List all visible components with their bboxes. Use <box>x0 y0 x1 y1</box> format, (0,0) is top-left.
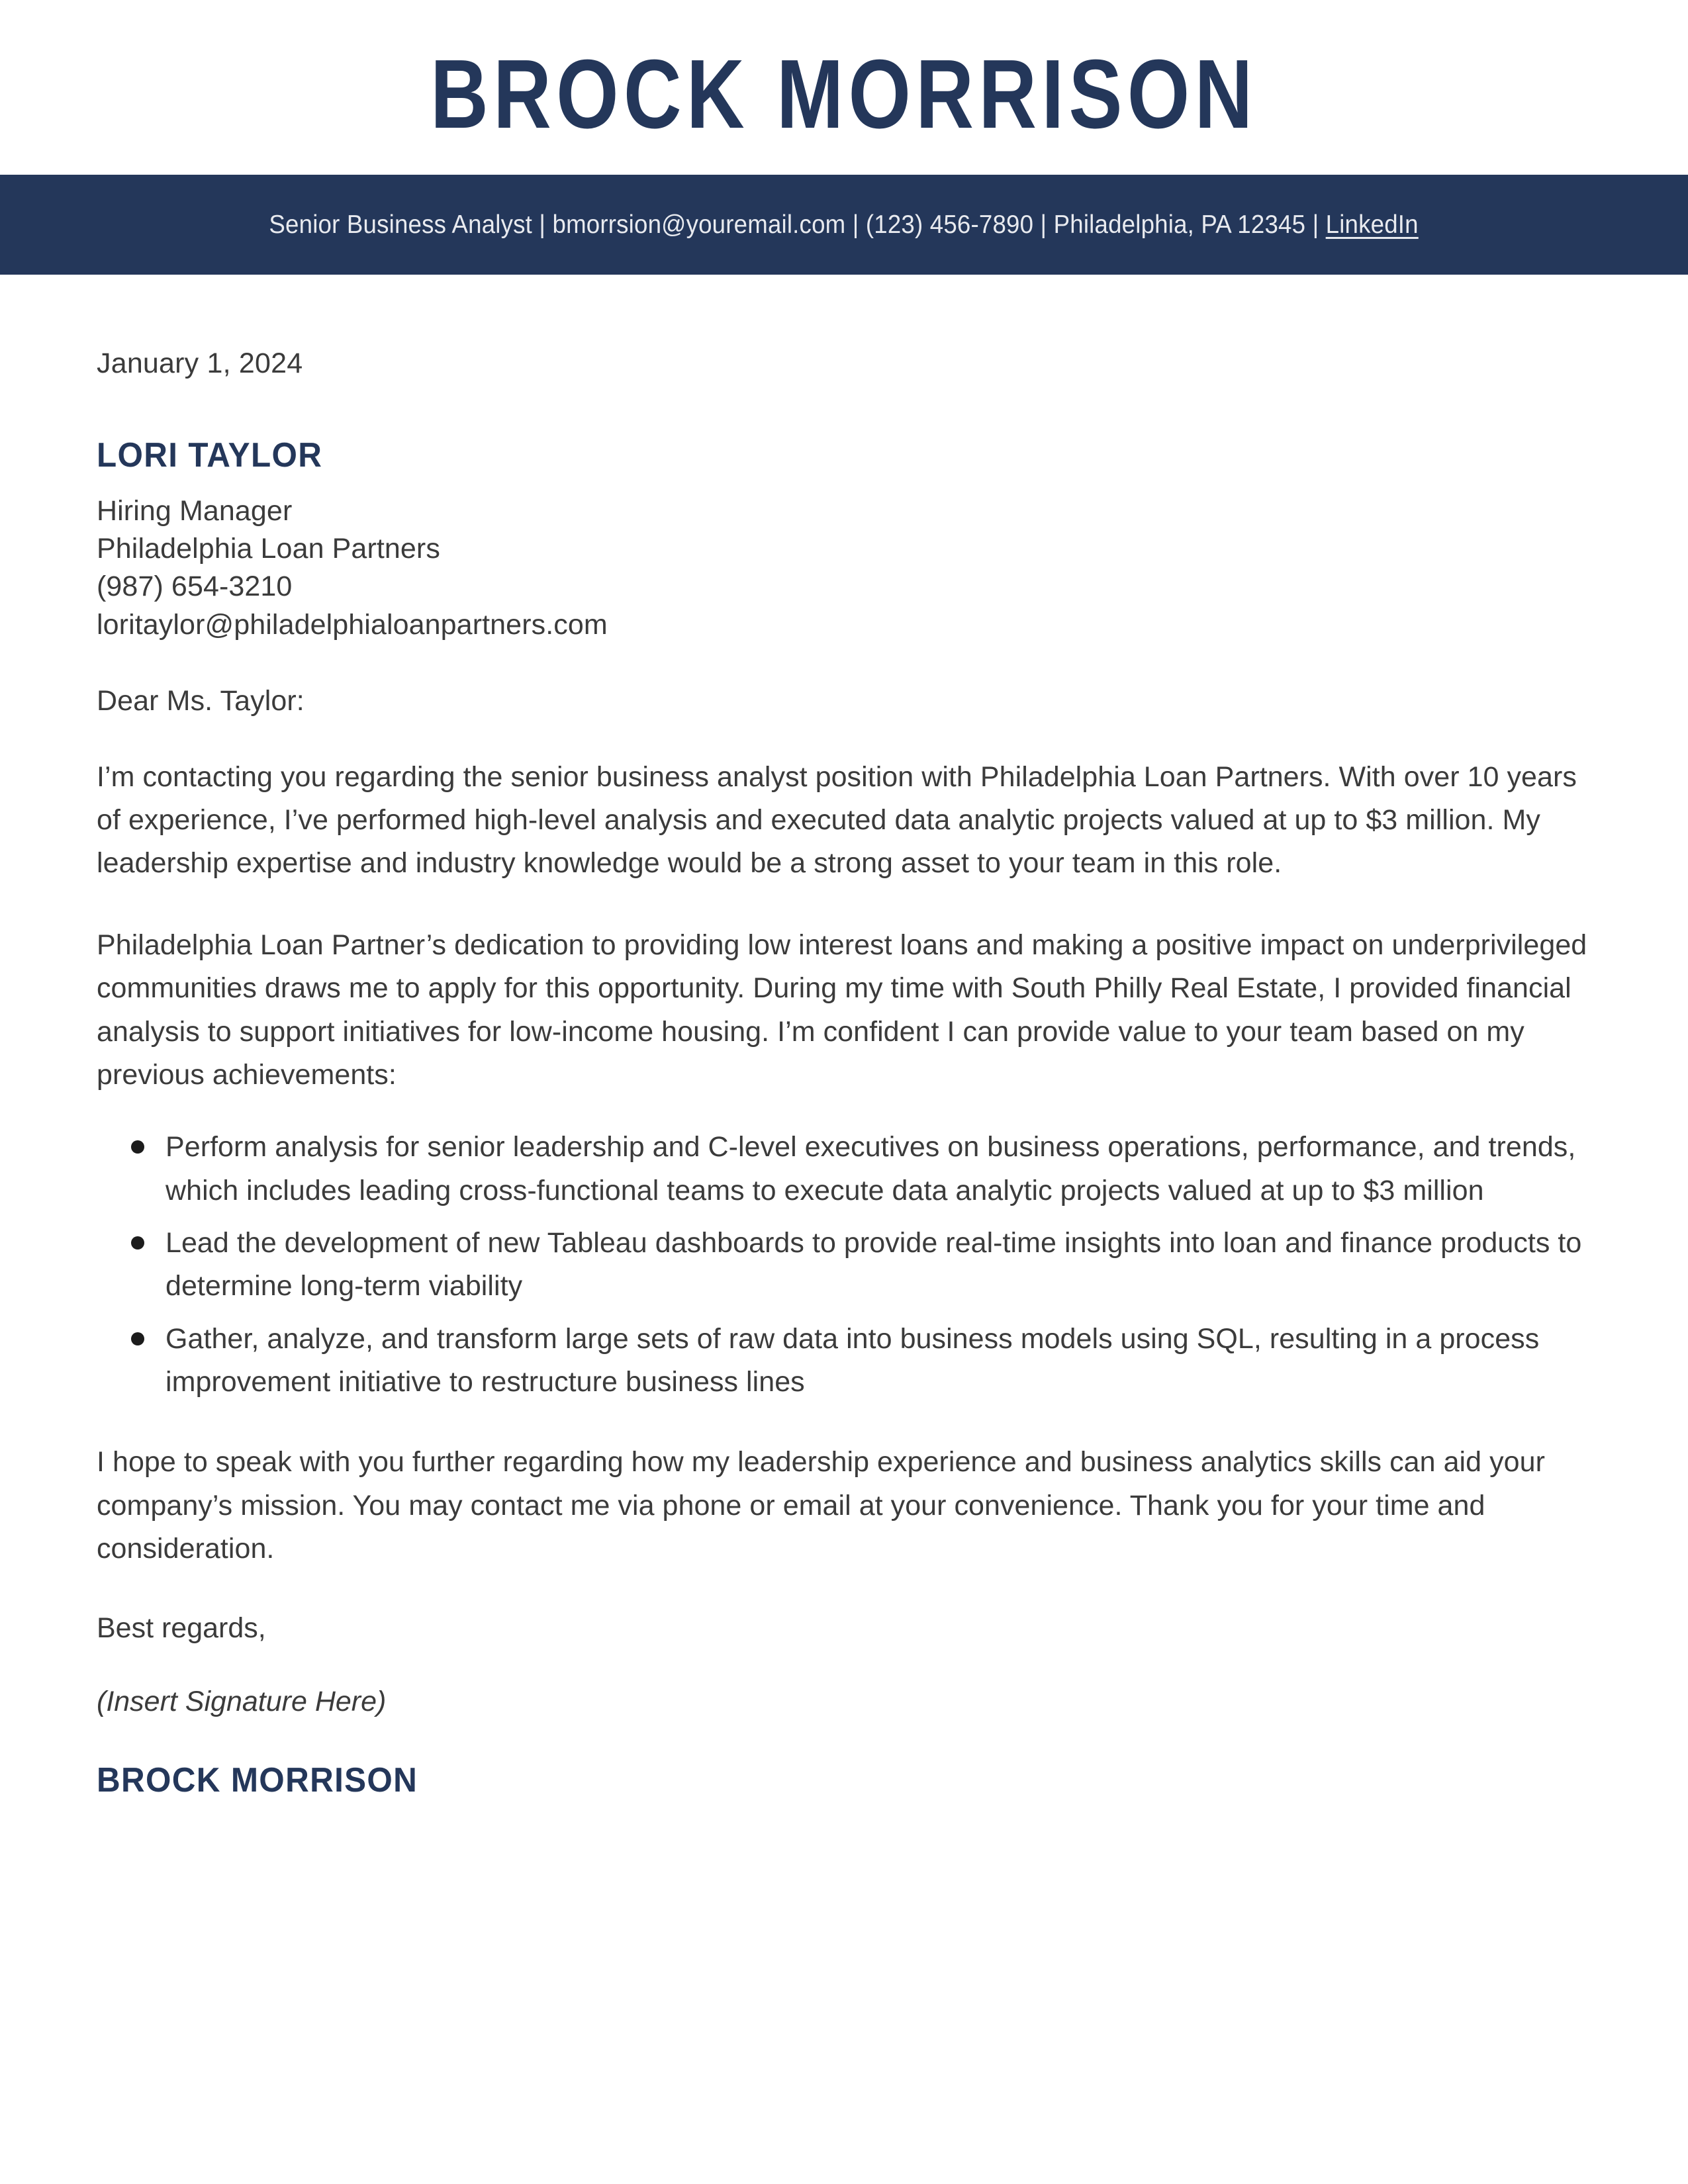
list-item <box>97 1318 1594 1404</box>
header-name-area <box>0 0 1688 175</box>
contact-separator-4: | <box>1305 210 1327 239</box>
signoff: Best regards, <box>97 1612 266 1644</box>
linkedin-link[interactable]: LinkedIn <box>1326 210 1419 239</box>
recipient-name: LORI TAYLOR <box>97 436 323 475</box>
bullet-dot-icon <box>131 1332 144 1345</box>
closing-name: BROCK MORRISON <box>97 1760 418 1799</box>
list-item <box>97 1222 1594 1308</box>
recipient-title: Hiring Manager <box>97 495 293 527</box>
applicant-name-heading: BROCK MORRISON <box>430 40 1258 149</box>
contact-separator-1: | <box>532 210 553 239</box>
contact-location: Philadelphia, PA 12345 <box>1054 210 1306 239</box>
list-item-text: Gather, analyze, and transform large sets of raw data into business models using SQL, resulting in a process improvement initiative to restructure business lines <box>165 1322 1540 1398</box>
header-contact-bar <box>0 175 1688 275</box>
contact-phone: (123) 456-7890 <box>866 210 1034 239</box>
recipient-company: Philadelphia Loan Partners <box>97 533 440 565</box>
recipient-email: loritaylor@philadelphialoanpartners.com <box>97 608 608 641</box>
contact-email[interactable]: bmorrsion@youremail.com <box>552 210 846 239</box>
paragraph-2: Philadelphia Loan Partner’s dedication to providing low interest loans and making a positive impact on underprivileged communities draws me to apply for this opportunity. During my time with South Philly Real Estate, I provided financial analysis to support initiatives for low-income housing. I’m confident I can provide value to your team based on my previous achievements: <box>97 929 1587 1091</box>
letter-date: January 1, 2024 <box>97 347 303 379</box>
paragraph-1: I’m contacting you regarding the senior business analyst position with Philadelphia Loan Partners. With over 10 years of experience, I’ve performed high-level analysis and executed data analytic projects valued at up to $3 million. My leadership expertise and industry knowledge would be a strong asset to your team in this role. <box>97 760 1577 880</box>
bullet-dot-icon <box>131 1140 144 1154</box>
bullet-dot-icon <box>131 1236 144 1250</box>
contact-separator-2: | <box>845 210 867 239</box>
contact-job-title: Senior Business Analyst <box>269 210 533 239</box>
closing-paragraph: I hope to speak with you further regarding how my leadership experience and business analytics skills can aid your company’s mission. You may contact me via phone or email at your convenience. Thank you for your time and consideration. <box>97 1446 1545 1565</box>
contact-line <box>269 210 1419 240</box>
recipient-phone: (987) 654-3210 <box>97 570 293 603</box>
signature-placeholder: (Insert Signature Here) <box>97 1685 387 1717</box>
list-item <box>97 1126 1594 1212</box>
letter-body <box>0 347 1688 1800</box>
list-item-text: Perform analysis for senior leadership and C-level executives on business operations, performance, and trends, which includes leading cross-functional teams to execute data analytic projects valued at up to $3 million <box>165 1131 1576 1206</box>
achievements-list <box>97 1126 1594 1404</box>
contact-separator-3: | <box>1033 210 1055 239</box>
recipient-block <box>97 492 1594 644</box>
list-item-text: Lead the development of new Tableau dashboards to provide real-time insights into loan and finance products to determine long-term viability <box>165 1226 1582 1302</box>
salutation: Dear Ms. Taylor: <box>97 684 305 717</box>
